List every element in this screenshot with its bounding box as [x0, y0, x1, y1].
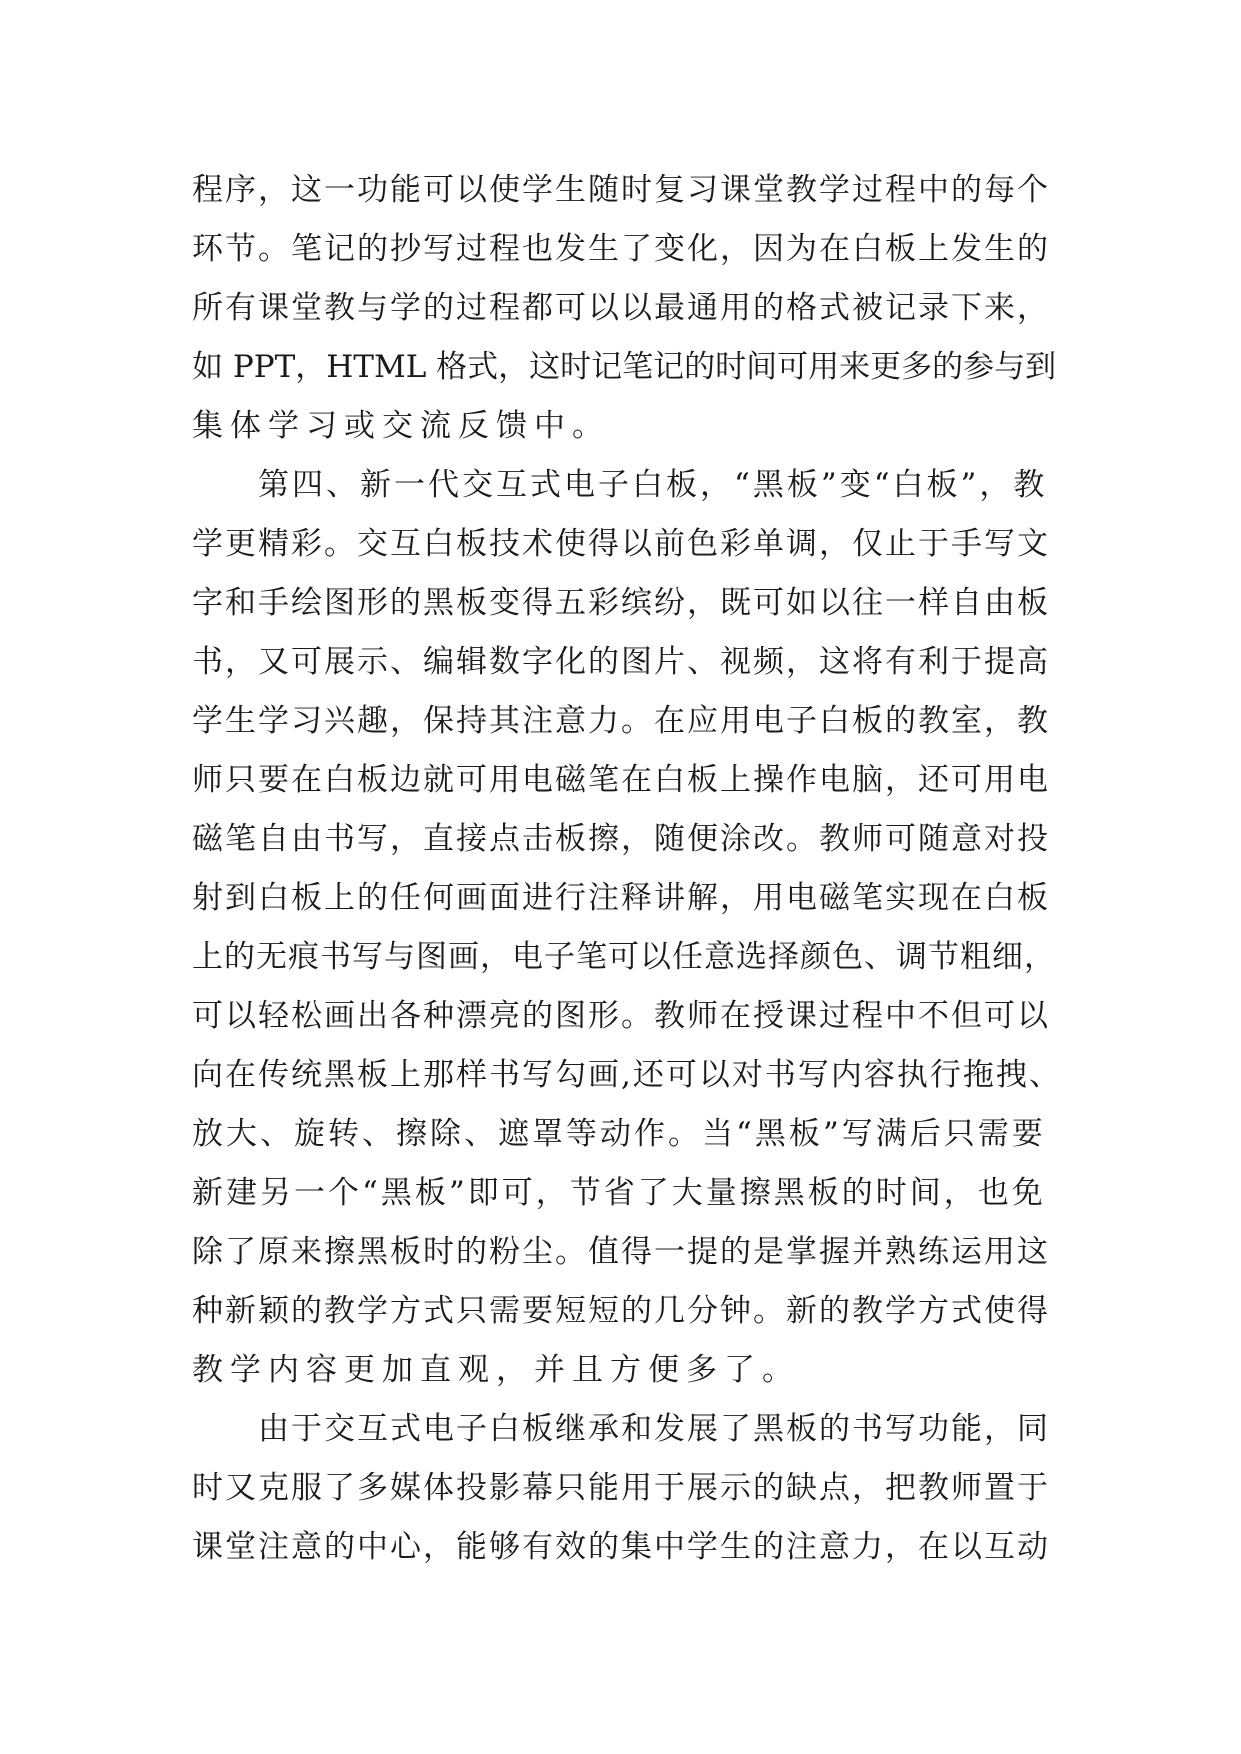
text-line: 向在传统黑板上那样书写勾画,还可以对书写内容执行拖拽、 [192, 1057, 1062, 1093]
text-line: 时又克服了多媒体投影幕只能用于展示的缺点，把教师置于 [192, 1470, 1050, 1506]
text-line: 可以轻松画出各种漂亮的图形。教师在授课过程中不但可以 [192, 998, 1050, 1034]
text-line: 射到白板上的任何画面进行注释讲解，用电磁笔实现在白板 [192, 880, 1050, 916]
text-line: 字和手绘图形的黑板变得五彩缤纷，既可如以往一样自由板 [192, 585, 1050, 621]
text-line: 种新颖的教学方式只需要短短的几分钟。新的教学方式使得 [192, 1293, 1050, 1329]
text-line: 磁笔自由书写，直接点击板擦，随便涂改。教师可随意对投 [192, 821, 1050, 857]
text-line: 程序，这一功能可以使学生随时复习课堂教学过程中的每个 [192, 172, 1050, 208]
text-line: 如 PPT，HTML 格式，这时记笔记的时间可用来更多的参与到 [192, 349, 1057, 385]
text-line: 集体学习或交流反馈中。 [192, 408, 610, 444]
text-line: 上的无痕书写与图画，电子笔可以任意选择颜色、调节粗细， [192, 939, 1056, 975]
paragraph-start-line: 第四、新一代交互式电子白板，“黑板”变“白板”，教 [258, 467, 1048, 503]
text-line: 环节。笔记的抄写过程也发生了变化，因为在白板上发生的 [192, 231, 1050, 267]
text-line: 书，又可展示、编辑数字化的图片、视频，这将有利于提高 [192, 644, 1050, 680]
text-line: 所有课堂教与学的过程都可以以最通用的格式被记录下来， [192, 290, 1050, 326]
body-text [192, 161, 1062, 1577]
text-line: 除了原来擦黑板时的粉尘。值得一提的是掌握并熟练运用这 [192, 1234, 1050, 1270]
text-line: 课堂注意的中心，能够有效的集中学生的注意力，在以互动 [192, 1529, 1050, 1565]
text-line: 学更精彩。交互白板技术使得以前色彩单调，仅止于手写文 [192, 526, 1050, 562]
text-line: 学生学习兴趣，保持其注意力。在应用电子白板的教室，教 [192, 703, 1050, 739]
text-line: 新建另一个“黑板”即可，节省了大量擦黑板的时间，也免 [192, 1175, 1046, 1211]
text-line: 师只要在白板边就可用电磁笔在白板上操作电脑，还可用电 [192, 762, 1050, 798]
text-line: 放大、旋转、擦除、遮罩等动作。当“黑板”写满后只需要 [192, 1116, 1046, 1152]
text-line: 教学内容更加直观，并且方便多了。 [192, 1352, 800, 1388]
paragraph-start-line: 由于交互式电子白板继承和发展了黑板的书写功能，同 [258, 1411, 1050, 1447]
